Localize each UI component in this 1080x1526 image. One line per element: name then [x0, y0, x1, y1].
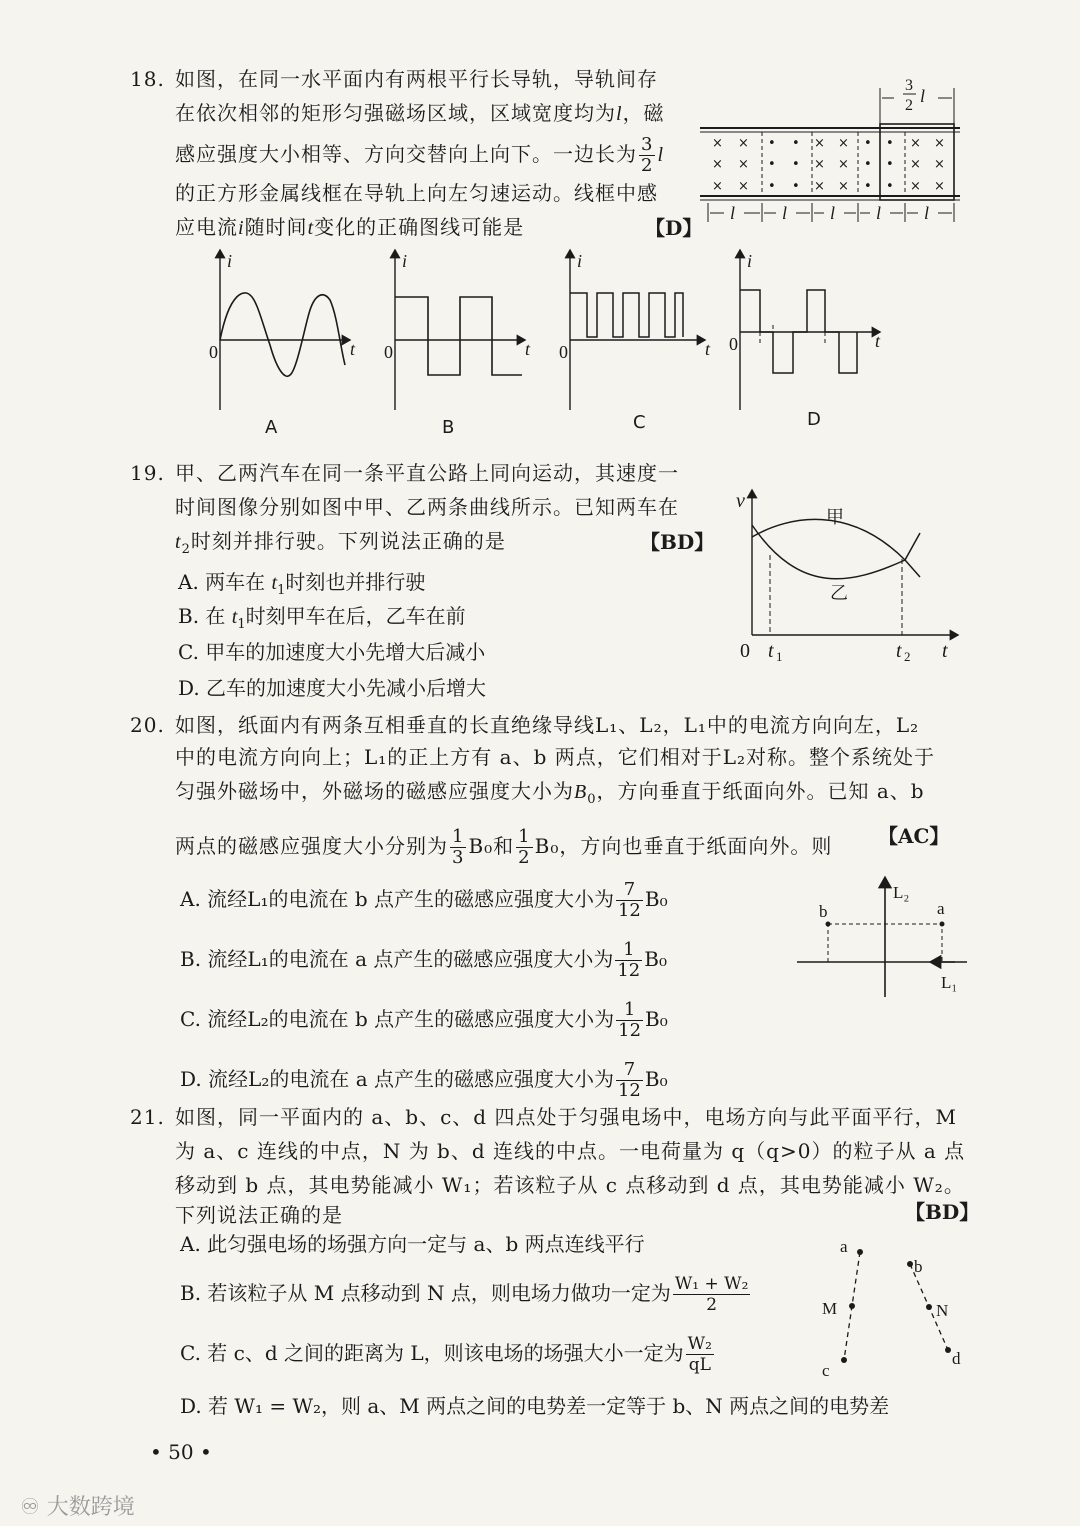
svg-text:•: •: [864, 157, 872, 172]
svg-text:•: •: [792, 179, 800, 194]
svg-text:t: t: [525, 339, 531, 359]
graph-d: [740, 250, 880, 410]
svg-text:×: ×: [712, 136, 723, 151]
graph-c: [570, 250, 705, 410]
q19-vt-graph: [730, 485, 970, 665]
svg-text:t: t: [350, 339, 356, 359]
svg-text:N: N: [936, 1301, 949, 1320]
svg-text:t: t: [875, 331, 881, 351]
svg-text:•: •: [768, 179, 776, 194]
q19-option-a: A. 两车在 $t_1$时刻也并排行驶: [178, 570, 426, 598]
svg-text:i: i: [577, 251, 583, 271]
svg-text:D: D: [807, 409, 821, 430]
q19-answer: 【BD】: [640, 530, 715, 554]
q18-graphs: [195, 245, 915, 440]
q21-option-d: D. 若 W₁ = W₂，则 a、M 两点之间的电势差一定等于 b、N 两点之间的电势差: [180, 1394, 890, 1418]
q20-option-a: A. 流经L₁的电流在 b 点产生的磁感应强度大小为 $\frac{7}{12}$ B₀: [180, 879, 668, 921]
svg-text:l: l: [924, 203, 930, 223]
question-number: 18.: [130, 67, 165, 91]
svg-text:t: t: [896, 640, 902, 662]
svg-text:B: B: [442, 417, 455, 438]
svg-text:×: ×: [738, 157, 749, 172]
svg-text:×: ×: [814, 179, 825, 194]
svg-text:•: •: [792, 136, 800, 151]
svg-text:c: c: [822, 1361, 830, 1380]
q21-points-figure: [810, 1230, 980, 1380]
graph-b: [395, 250, 525, 410]
svg-text:×: ×: [838, 157, 849, 172]
q18-field-figure: [700, 70, 965, 235]
watermark: ♾ 大数跨境: [20, 1495, 135, 1520]
svg-text:×: ×: [838, 136, 849, 151]
svg-text:×: ×: [738, 179, 749, 194]
q20-option-b: B. 流经L₁的电流在 a 点产生的磁感应强度大小为 $\frac{1}{12}$ B₀: [180, 939, 667, 981]
svg-text:t: t: [705, 339, 711, 359]
svg-text:A: A: [265, 417, 278, 438]
svg-text:×: ×: [712, 179, 723, 194]
svg-text:0: 0: [384, 342, 393, 362]
svg-text:2: 2: [905, 97, 913, 114]
svg-text:乙: 乙: [830, 583, 848, 604]
svg-text:d: d: [952, 1349, 961, 1368]
svg-text:×: ×: [738, 136, 749, 151]
q18-answer: 【D】: [645, 216, 703, 240]
q19-option-b: B. 在 $t_1$时刻甲车在后，乙车在前: [178, 604, 466, 632]
svg-text:3: 3: [905, 77, 913, 94]
svg-text:×: ×: [934, 136, 945, 151]
svg-text:×: ×: [910, 136, 921, 151]
q19-option-c: C. 甲车的加速度大小先增大后减小: [178, 640, 486, 664]
q20-option-d: D. 流经L₂的电流在 a 点产生的磁感应强度大小为 $\frac{7}{12}$ B₀: [180, 1059, 668, 1101]
svg-text:甲: 甲: [826, 507, 844, 528]
svg-text:•: •: [864, 136, 872, 151]
svg-text:0: 0: [559, 342, 568, 362]
q21-answer: 【BD】: [905, 1200, 980, 1224]
svg-text:×: ×: [838, 179, 849, 194]
svg-text:i: i: [402, 251, 408, 271]
svg-text:×: ×: [910, 157, 921, 172]
svg-text:×: ×: [934, 179, 945, 194]
svg-text:M: M: [822, 1299, 838, 1318]
svg-text:×: ×: [934, 157, 945, 172]
svg-text:•: •: [792, 157, 800, 172]
svg-text:0: 0: [209, 342, 218, 362]
svg-text:•: •: [768, 136, 776, 151]
svg-text:L₂: L₂: [893, 883, 910, 902]
svg-text:L₁: L₁: [941, 973, 958, 992]
svg-text:•: •: [886, 157, 894, 172]
svg-text:×: ×: [814, 157, 825, 172]
svg-text:1: 1: [776, 649, 783, 664]
svg-text:•: •: [864, 179, 872, 194]
svg-text:t: t: [768, 640, 774, 662]
q20-option-c: C. 流经L₂的电流在 b 点产生的磁感应强度大小为 $\frac{1}{12}$ B₀: [180, 999, 668, 1041]
q20-wire-figure: [795, 872, 975, 1002]
svg-text:b: b: [819, 902, 828, 921]
svg-text:a: a: [937, 899, 945, 918]
svg-text:×: ×: [712, 157, 723, 172]
svg-text:•: •: [886, 179, 894, 194]
q18-text: 如图，在同一水平面内有两根平行长导轨，导轨间存 在依次相邻的矩形匀强磁场区域，区域宽度均为l，磁 感应强度大小相等、方向交替向上向下。一边长为 $\frac{3}{2}$ l 的正方形金属线框在导轨上向左匀速运动。线框中感 应电流i随时间t变化的正确图线可能是: [175, 67, 665, 239]
svg-text:×: ×: [814, 136, 825, 151]
svg-text:0: 0: [740, 640, 750, 662]
q19-option-d: D. 乙车的加速度大小先减小后增大: [178, 676, 487, 700]
svg-text:l: l: [830, 203, 836, 223]
svg-text:a: a: [840, 1237, 848, 1256]
exam-page: 18. 如图，在同一水平面内有两根平行长导轨，导轨间存 在依次相邻的矩形匀强磁场区域，区域宽度均为l，磁 感应强度大小相等、方向交替向上向下。一边长为 $\frac{3}{2}$ l 的正方形金属线框在导轨上向左匀速运动。线框中感 应电流i随时间t变化的正确图线可能是 【D】 × × × × × × • • • • • • × × × × × × • • • • • • × × × × × × 3 2 l l l l l l i 0 t A i 0 t B i 0 t C i 0 t D 19. 甲、乙两汽车在同一条平直公路上同向运动，其速度一 时间图像分别如图中甲、乙两条曲线所示。已知两车在 $t_2$时刻并排行驶。下列说法正确的是 【BD】 A. 两车在 $t_1$时刻也并排行驶 B. 在 $t_1$时刻甲车在后，乙车在前 C. 甲车的加速度大小先增大后减小 D. 乙车的加速度大小先减小后增大 v 0 t 1 t 2 t 甲 乙 20. 如图，纸面内有两条互相垂直的长直绝缘导线L₁、L₂，L₁中的电流方向向左，L₂ 中的电流方向向上；L₁的正上方有 a、b 两点，它们相对于L₂对称。整个系统处于 匀强外磁场中，外磁场的磁感应强度大小为$B_0$，方向垂直于纸面向外。已知 a、b 两点的磁感应强度大小分别为 $\frac{1}{3}$ B₀和 $\frac{1}{2}$ B₀，方向也垂直于纸面向外。则 【AC】 A. 流经L₁的电流在 b 点产生的磁感应强度大小为 $\frac{7}{12}$ B₀ B. 流经L₁的电流在 a 点产生的磁感应强度大小为 $\frac{1}{12}$ B₀ C. 流经L₂的电流在 b 点产生的磁感应强度大小为 $\frac{1}{12}$ B₀ D. 流经L₂的电流在 a 点产生的磁感应强度大小为 $\frac{7}{12}$ B₀ L₂ L₁ b a 21. 如图，同一平面内的 a、b、c、d 四点处于匀强电场中，电场方向与此平面平行，M 为 a、c 连线的中点，N 为 b、d 连线的中点。一电荷量为 q（q>0）的粒子从 a 点 移动到 b 点，其电势能减小 W₁；若该粒子从 c 点移动到 d 点，其电势能减小 W₂。 下列说法正确的是 【BD】 A. 此匀强电场的场强方向一定与 a、b 两点连线平行 B. 若该粒子从 M 点移动到 N 点，则电场力做功一定为 $\frac{\text{W₁ + W₂}}{2}$ C. 若 c、d 之间的距离为 L，则该电场的场强大小一定为 $\frac{\text{W₂}}{qL}$ D. 若 W₁ = W₂，则 a、M 两点之间的电势差一定等于 b、N 两点之间的电势差 a b c d M N • 50 • ♾ 大数跨境: [0, 0, 1080, 1526]
q21-option-c: C. 若 c、d 之间的距离为 L，则该电场的场强大小一定为 $\frac{\text{W₂}}{qL}$: [180, 1334, 712, 1375]
svg-text:b: b: [914, 1257, 923, 1276]
svg-text:l: l: [876, 203, 882, 223]
svg-text:l: l: [730, 203, 736, 223]
svg-text:C: C: [633, 412, 646, 433]
svg-text:v: v: [736, 490, 745, 512]
q21-option-a: A. 此匀强电场的场强方向一定与 a、b 两点连线平行: [180, 1232, 645, 1256]
q21-option-b: B. 若该粒子从 M 点移动到 N 点，则电场力做功一定为 $\frac{\text{W₁ + W₂}}{2}$: [180, 1274, 749, 1315]
svg-text:l: l: [920, 86, 926, 106]
watermark-logo-icon: ♾: [20, 1495, 40, 1520]
svg-text:×: ×: [910, 179, 921, 194]
svg-text:•: •: [886, 136, 894, 151]
svg-text:t: t: [942, 640, 948, 662]
svg-text:2: 2: [904, 649, 911, 664]
graph-a: [220, 250, 350, 410]
svg-text:i: i: [747, 251, 753, 271]
svg-text:0: 0: [729, 334, 738, 354]
q20-answer: 【AC】: [878, 824, 950, 848]
svg-text:i: i: [227, 251, 233, 271]
svg-text:l: l: [782, 203, 788, 223]
page-number: • 50 •: [150, 1440, 212, 1464]
svg-text:•: •: [768, 157, 776, 172]
